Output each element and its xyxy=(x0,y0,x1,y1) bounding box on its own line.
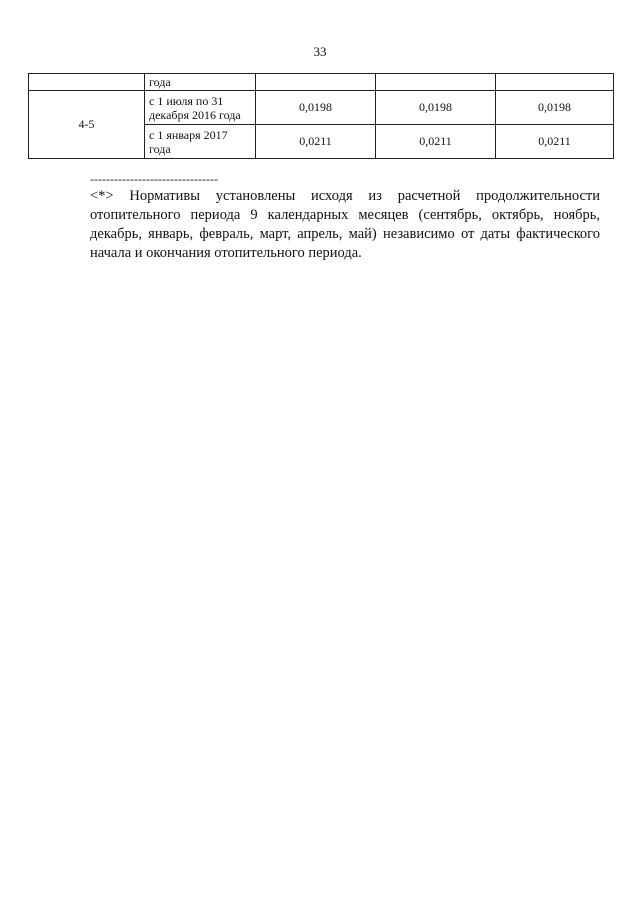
value-cell: 0,0211 xyxy=(376,125,496,159)
period-cell: года xyxy=(145,74,256,91)
value-cell: 0,0198 xyxy=(376,91,496,125)
value-cell: 0,0211 xyxy=(256,125,376,159)
group-id-cell xyxy=(29,74,145,91)
norms-table xyxy=(28,73,614,159)
page-number: 33 xyxy=(313,44,327,59)
period-cell: с 1 июля по 31 декабря 2016 года xyxy=(145,91,256,125)
value-cell xyxy=(496,74,614,91)
table-row xyxy=(29,91,614,125)
group-id-cell: 4-5 xyxy=(29,91,145,159)
table-row xyxy=(29,74,614,91)
value-cell: 0,0198 xyxy=(256,91,376,125)
value-cell xyxy=(376,74,496,91)
value-cell xyxy=(256,74,376,91)
period-cell: с 1 января 2017 года xyxy=(145,125,256,159)
value-cell: 0,0211 xyxy=(496,125,614,159)
value-cell: 0,0198 xyxy=(496,91,614,125)
footnote-separator: -------------------------------- xyxy=(90,172,218,186)
footnote-text: <*> Нормативы установлены исходя из расчетной продолжительности отопительного периода 9 календарных месяцев (сентябрь, октябрь, ноябрь, декабрь, январь, февраль, март, апрель, май) независимо от даты фактического начала и окончания отопительного периода. xyxy=(90,188,600,261)
